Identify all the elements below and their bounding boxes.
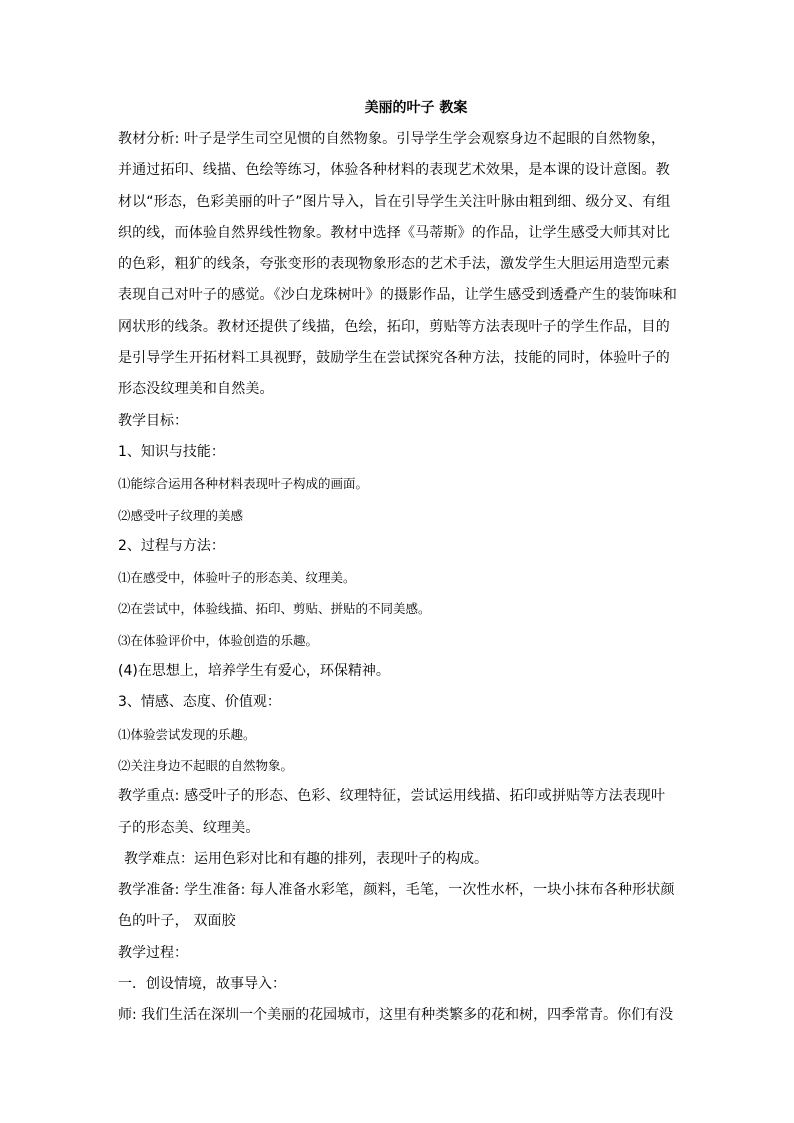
step1-heading: 一．创设情境，故事导入： [118, 976, 286, 993]
preparation-paragraph: 教学准备: 学生准备: 每人准备水彩笔，颜料，毛笔，一次性水杯，一块小抹布各种形状颜色的叶子， 双面胶 [118, 882, 675, 930]
goal2-heading: 2、过程与方法： [118, 537, 225, 554]
teacher-line: 师: 我们生活在深圳一个美丽的花园城市，这里有种类繁多的花和树，四季常青。你们有没 [118, 1007, 674, 1024]
goals-heading: 教学目标： [118, 412, 188, 429]
goal1-item-2: ⑵感受叶子纹理的美感 [118, 507, 244, 523]
goal2-item-3: ⑶在体验评价中，体验创造的乐趣。 [118, 632, 319, 648]
goal2-item-1: ⑴在感受中，体验叶子的形态美、纹理美。 [118, 570, 356, 586]
difficulty-paragraph: 教学难点：运用色彩对比和有趣的排列，表现叶子的构成。 [124, 850, 488, 867]
goal2-item-2: ⑵在尝试中，体验线描、拓印、剪贴、拼贴的不同美感。 [118, 601, 431, 617]
key-points-paragraph: 教学重点: 感受叶子的形态、色彩、纹理特征，尝试运用线描、拓印或拼贴等方法表现叶子的形态美、纹理美。 [118, 788, 666, 836]
goal1-heading: 1、知识与技能： [118, 443, 225, 460]
goal3-item-1: ⑴体验尝试发现的乐趣。 [118, 726, 256, 742]
goal1-item-1: ⑴能综合运用各种材料表现叶子构成的画面。 [118, 476, 369, 492]
analysis-paragraph: 教材分析: 叶子是学生司空见惯的自然物象。引导学生学会观察身边不起眼的自然物象，并通过拓印、线描、色绘等练习，体验各种材料的表现艺术效果，是本课的设计意图。教材以“形态，色彩美丽的叶子”图片导入，旨在引导学生关注叶脉由粗到细、级分叉、有组织的线，而体验自然界线性物象。教材中选择《马蒂斯》的作品，让学生感受大师其对比的色彩，粗犷的线条，夸张变形的表现物象形态的艺术手法，激发学生大胆运用造型元素表现自己对叶子的感觉。《沙白龙珠树叶》的摄影作品，让学生感受到透叠产生的装饰味和网状形的线条。教材还提供了线描，色绘，拓印，剪贴等方法表现叶子的学生作品，目的是引导学生开拓材料工具视野，鼓励学生在尝试探究各种方法，技能的同时，体验叶子的形态没纹理美和自然美。 [118, 131, 677, 398]
goal3-heading: 3、情感、态度、价值观： [118, 694, 281, 711]
process-heading: 教学过程： [118, 944, 188, 961]
goal2-item-4: (4)在思想上，培养学生有爱心，环保精神。 [118, 663, 390, 680]
goal3-item-2: ⑵关注身边不起眼的自然物象。 [118, 757, 294, 773]
document-page [118, 98, 678, 1032]
document-title: 美丽的叶子 教案 [364, 100, 468, 116]
